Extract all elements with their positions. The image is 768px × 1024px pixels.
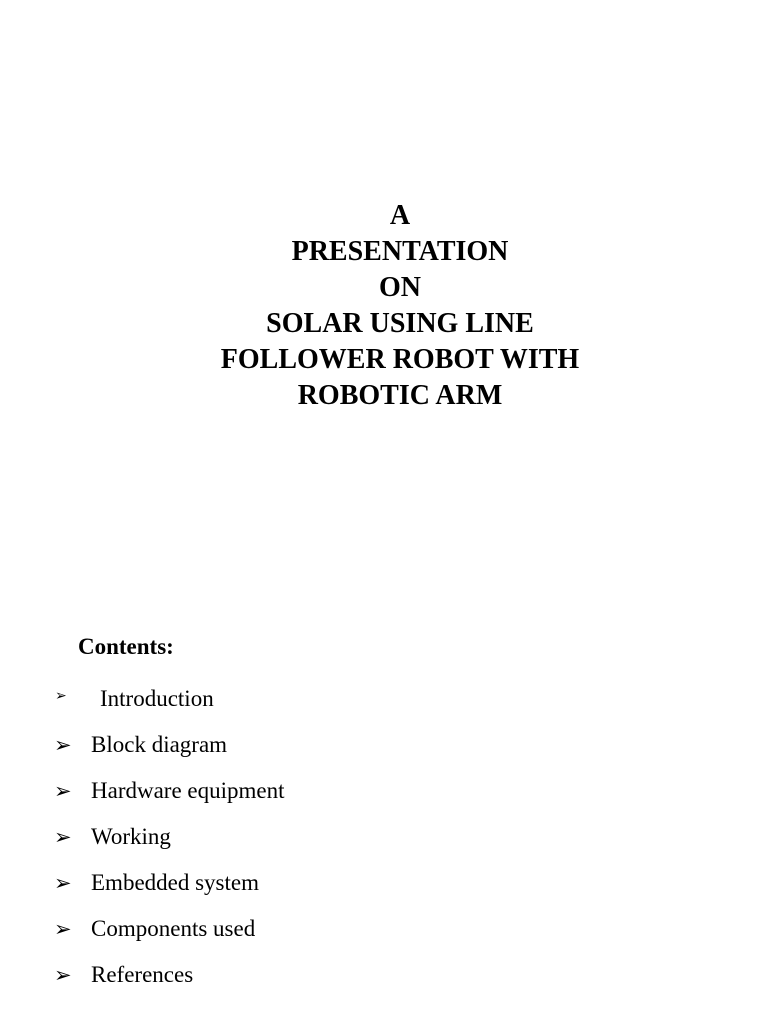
title-line: A — [389, 200, 411, 231]
title-line: ON — [379, 272, 421, 303]
list-item-label: Embedded system — [91, 870, 259, 895]
title-line: PRESENTATION — [291, 236, 509, 267]
list-item-label: References — [91, 962, 194, 987]
title-line: SOLAR USING LINE — [266, 308, 534, 339]
list-item — [0, 914, 400, 944]
arrowhead-bullet-icon: ➢ — [54, 779, 72, 803]
list-item-label: Introduction — [100, 686, 214, 711]
arrowhead-bullet-icon: ➢ — [54, 963, 72, 987]
list-item — [0, 868, 400, 898]
title-line: FOLLOWER ROBOT WITH — [220, 344, 580, 375]
list-item-label: Working — [91, 824, 171, 849]
arrowhead-bullet-icon: ➢ — [55, 689, 67, 704]
contents-heading: Contents: — [78, 634, 174, 659]
list-item — [0, 822, 400, 852]
list-item — [0, 960, 400, 990]
arrowhead-bullet-icon: ➢ — [54, 733, 72, 757]
list-item — [0, 684, 400, 714]
arrowhead-bullet-icon: ➢ — [54, 871, 72, 895]
list-item-label: Hardware equipment — [91, 778, 285, 803]
list-item — [0, 730, 400, 760]
arrowhead-bullet-icon: ➢ — [54, 917, 72, 941]
arrowhead-bullet-icon: ➢ — [54, 825, 72, 849]
list-item-label: Block diagram — [91, 732, 228, 757]
list-item-label: Components used — [91, 916, 256, 941]
presentation-title — [0, 198, 768, 414]
list-item — [0, 776, 400, 806]
title-line: ROBOTIC ARM — [297, 380, 503, 411]
